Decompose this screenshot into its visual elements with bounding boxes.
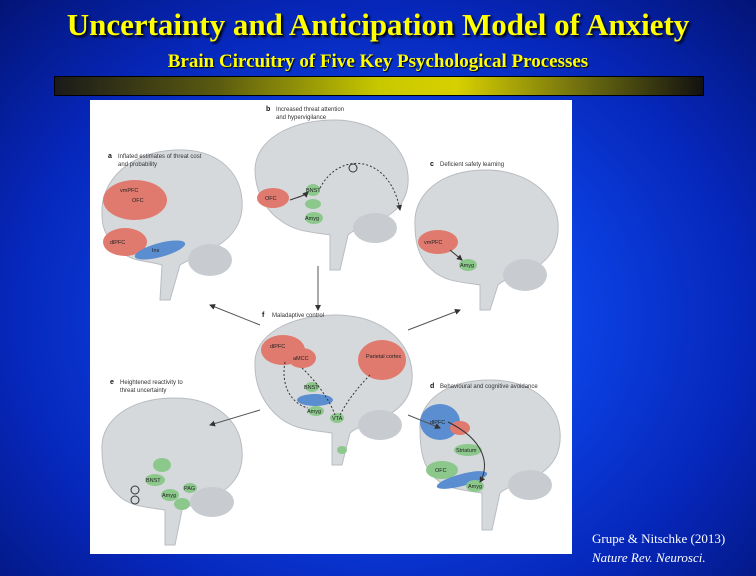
slide-subtitle: Brain Circuitry of Five Key Psychological Processes [167,51,589,72]
f-amcc-label: aMCC [293,356,309,362]
citation-authors: Grupe & Nitschke (2013) [592,531,726,546]
panel-f-brain [255,315,412,465]
c-amyg-label: Amyg [460,263,475,269]
d-dlpfc-label: dlPFC [430,420,446,426]
panel-c-label: Deficient safety learning [440,162,505,168]
panel-a-label-1: Inflated estimates of threat cost [118,154,202,160]
panel-e-brain [102,398,242,545]
panel-f-letter: f [262,312,265,319]
d-ofc-label: OFC [435,468,447,474]
panel-c-brain [415,170,558,310]
brain-circuitry-figure [90,100,572,554]
title-divider-bar [54,76,704,96]
b-ofc-label: OFC [265,196,277,202]
a-ofc-label: OFC [132,198,144,204]
c-vmpfc-label: vmPFC [424,240,443,246]
f-amyg-label: Amyg [307,409,322,415]
a-vmpfc-label: vmPFC [120,188,139,194]
e-bnst-label: BNST [146,478,161,484]
panel-a-brain [102,150,242,300]
a-dlpfc-label: dlPFC [110,240,126,246]
panel-b-label-1: Increased threat attention [276,107,345,113]
panel-c-letter: c [430,161,434,168]
citation [592,529,725,567]
d-amyg-label: Amyg [468,484,483,490]
citation-journal: Nature Rev. Neurosci. [592,550,706,565]
b-bnst-label: BNST [306,188,321,194]
slide-title: Uncertainty and Anticipation Model of Anxiety [66,7,690,42]
panel-e-letter: e [110,379,114,386]
panel-d-brain [420,380,560,530]
panel-f-label: Maladaptive control [272,313,325,319]
panel-d-label: Behavioural and cognitive avoidance [440,384,538,390]
f-bnst-label: BNST [304,385,319,391]
e-amyg-label: Amyg [162,493,177,499]
brain-diagram [90,100,572,554]
panel-e-label-2: threat uncertainty [120,388,167,394]
a-ins-label: Ins [152,248,160,254]
f-dlpfc-label: dlPFC [270,344,286,350]
e-pag-label: PAG [184,486,196,492]
panel-b-label-2: and hypervigilance [276,115,327,121]
panel-b-brain [255,120,408,270]
panel-d-letter: d [430,383,435,390]
f-vta-label: VTA [332,416,343,422]
f-parietal-label: Parietal cortex [366,354,402,360]
panel-a-letter: a [108,153,112,160]
panel-a-label-2: and probability [118,162,158,168]
panel-e-label-1: Heightened reactivity to [120,380,183,386]
d-striatum-label: Striatum [456,448,477,454]
b-amyg-label: Amyg [305,216,320,222]
panel-b-letter: b [266,106,271,113]
f-parietal-region [358,340,406,380]
